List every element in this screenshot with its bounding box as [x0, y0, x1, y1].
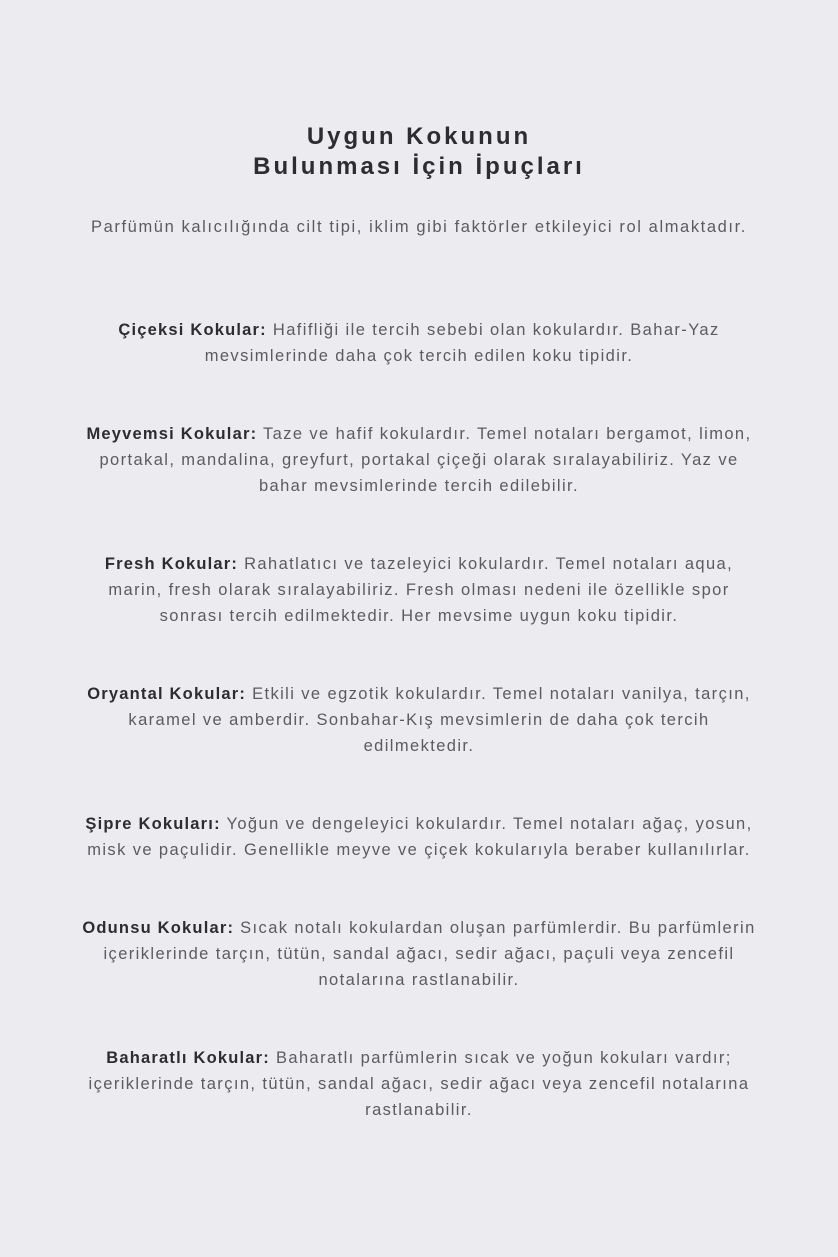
- section-ciceksi-kokular: [79, 317, 759, 369]
- section-meyvemsi-kokular: [79, 421, 759, 499]
- section-text: Baharatlı parfümlerin sıcak ve yoğun kokuları vardır; içeriklerinde tarçın, tütün, sandal ağacı, sedir ağacı veya zencefil notalarına rastlanabilir.: [88, 1049, 750, 1119]
- section-label: Şipre Kokuları:: [85, 815, 221, 833]
- perfume-tips-page: [79, 0, 759, 1123]
- section-text: Taze ve hafif kokulardır. Temel notaları bergamot, limon, portakal, mandalina, greyfurt, portakal çiçeği olarak sıralayabiliriz. Yaz ve bahar mevsimlerinde tercih edilebilir.: [99, 425, 752, 495]
- page-title-line1: Uygun Kokunun: [306, 123, 532, 150]
- intro-text: Parfümün kalıcılığında cilt tipi, iklim gibi faktörler etkileyici rol almaktadır.: [91, 218, 747, 236]
- section-label: Odunsu Kokular:: [82, 919, 235, 937]
- section-oryantal-kokular: [79, 681, 759, 759]
- section-label: Oryantal Kokular:: [87, 685, 247, 703]
- section-label: Çiçeksi Kokular:: [118, 321, 267, 339]
- page-title-line2: Bulunması İçin İpuçları: [253, 153, 585, 180]
- section-baharatli-kokular: [79, 1045, 759, 1123]
- page-title: [79, 122, 759, 182]
- section-text: Rahatlatıcı ve tazeleyici kokulardır. Temel notaları aqua, marin, fresh olarak sıralayabiliriz. Fresh olması nedeni ile özellikle spor sonrası tercih edilmektedir. Her mevsime uygun koku tipidir.: [108, 555, 734, 625]
- section-text: Yoğun ve dengeleyici kokulardır. Temel notaları ağaç, yosun, misk ve paçulidir. Genellikle meyve ve çiçek kokularıyla beraber kullanılırlar.: [87, 815, 753, 859]
- section-label: Fresh Kokular:: [104, 555, 239, 573]
- section-text: Etkili ve egzotik kokulardır. Temel notaları vanilya, tarçın, karamel ve amberdir. Sonbahar-Kış mevsimlerin de daha çok tercih edilmektedir.: [128, 685, 751, 755]
- section-text: Hafifliği ile tercih sebebi olan kokulardır. Bahar-Yaz mevsimlerinde daha çok tercih edilen koku tipidir.: [204, 321, 720, 365]
- section-fresh-kokular: [79, 551, 759, 629]
- section-odunsu-kokular: [79, 915, 759, 993]
- section-sipre-kokulari: [79, 811, 759, 863]
- section-label: Baharatlı Kokular:: [106, 1049, 271, 1067]
- section-label: Meyvemsi Kokular:: [86, 425, 258, 443]
- section-text: Sıcak notalı kokulardan oluşan parfümlerdir. Bu parfümlerin içeriklerinde tarçın, tütün, sandal ağacı, sedir ağacı, paçuli veya zencefil notalarına rastlanabilir.: [103, 919, 756, 989]
